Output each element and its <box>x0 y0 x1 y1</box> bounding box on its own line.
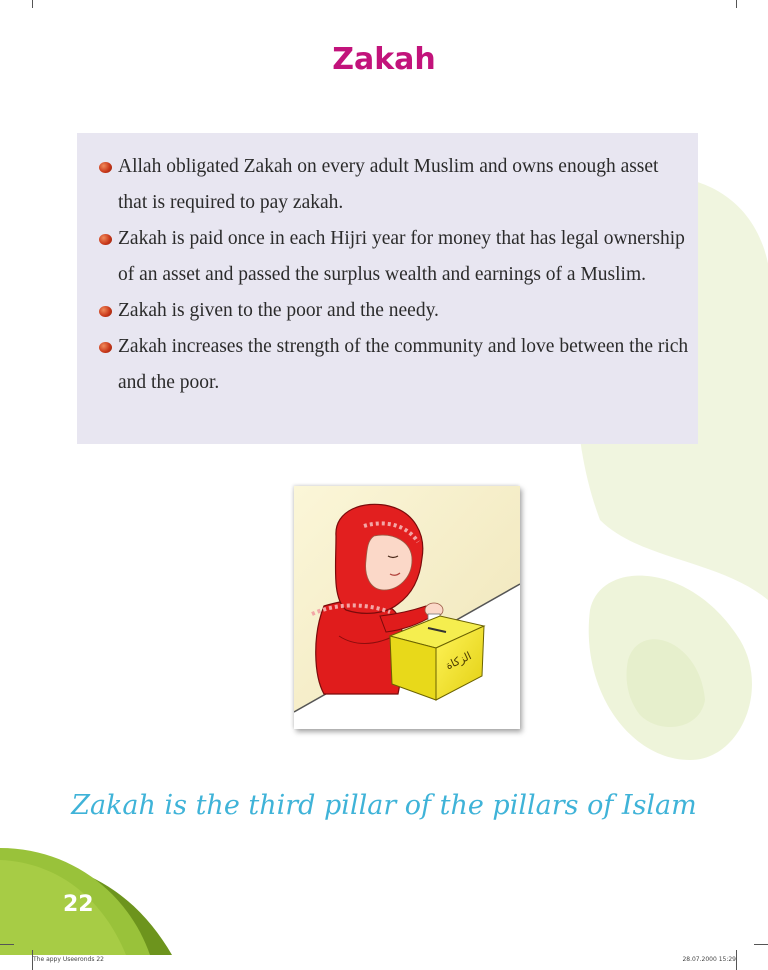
crop-mark <box>32 0 33 8</box>
pillar-caption: Zakah is the third pillar of the pillars of Islam <box>71 790 697 821</box>
bullet-item <box>99 329 689 401</box>
info-box <box>77 133 698 444</box>
crop-mark <box>736 950 737 970</box>
bullet-item <box>99 221 689 293</box>
bullet-text: Zakah increases the strength of the community and love between the rich and the poor. <box>118 336 689 393</box>
bullet-icon <box>99 306 112 317</box>
bullet-icon <box>99 162 112 173</box>
bullet-list <box>99 149 689 401</box>
donation-box-label: الزكاة <box>443 649 474 673</box>
bullet-text: Zakah is paid once in each Hijri year for money that has legal ownership of an asset and passed the surplus wealth and earnings of a Muslim. <box>118 228 685 285</box>
crop-mark <box>736 0 737 8</box>
print-slug-right: 28.07.2000 15:29 <box>682 956 736 963</box>
page-number: 22 <box>63 892 94 917</box>
bullet-item <box>99 149 689 221</box>
bullet-item <box>99 293 689 329</box>
crop-mark <box>754 944 768 945</box>
bullet-text: Zakah is given to the poor and the needy. <box>118 300 439 321</box>
page-title: Zakah <box>332 42 436 77</box>
girl-donating-illustration <box>294 486 520 729</box>
print-slug-left: The appy Useeronds 22 <box>33 956 105 963</box>
bullet-text: Allah obligated Zakah on every adult Muslim and owns enough asset that is required to pay zakah. <box>118 156 659 213</box>
bullet-icon <box>99 342 112 353</box>
crop-mark <box>0 944 14 945</box>
illustration-frame <box>294 486 520 729</box>
bullet-icon <box>99 234 112 245</box>
